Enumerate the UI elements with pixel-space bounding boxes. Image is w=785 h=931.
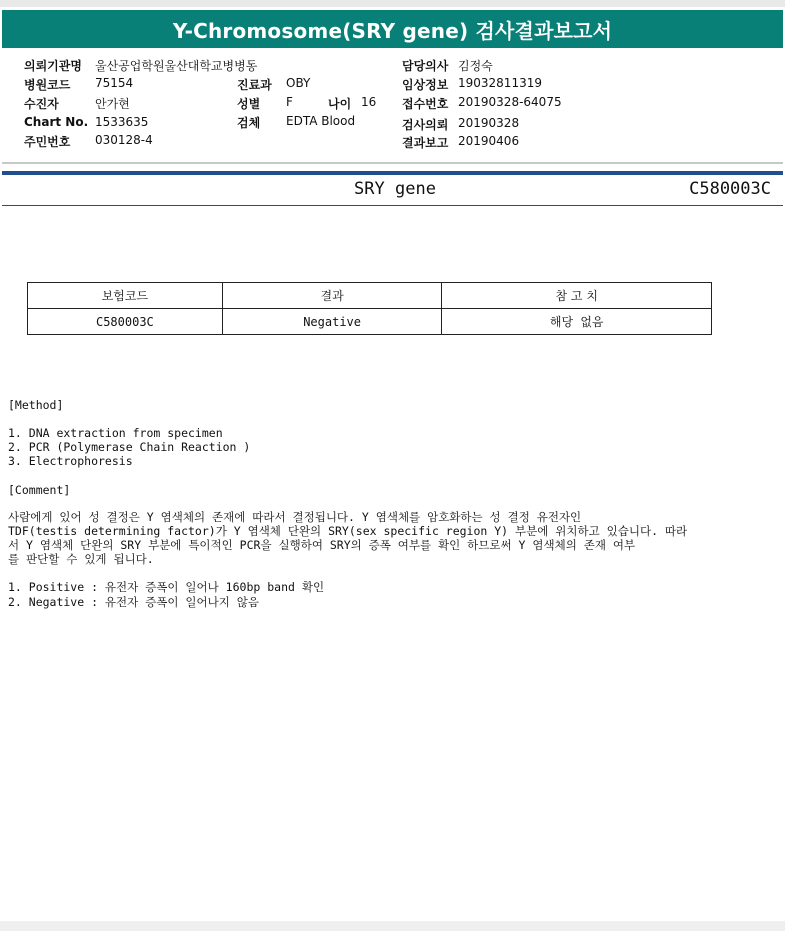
- table-row: [28, 309, 712, 335]
- specimen-label: 검체: [237, 116, 261, 130]
- method-item: 1. DNA extraction from specimen: [8, 426, 223, 440]
- method-item: 2. PCR (Polymerase Chain Reaction ): [8, 440, 251, 454]
- clinical-info-label: 임상정보: [402, 78, 449, 92]
- patient-name-label: 수진자: [24, 97, 59, 111]
- department-label: 진료과: [237, 78, 272, 92]
- interpretation-line: 2. Negative : 유전자 증폭이 일어나지 않음: [8, 595, 260, 609]
- department-value: OBY: [286, 76, 311, 90]
- receipt-no-label: 접수번호: [402, 97, 449, 111]
- institution-value: 울산공업학원울산대학교병병동: [95, 59, 258, 73]
- method-heading: [Method]: [8, 398, 64, 412]
- comment-heading: [Comment]: [8, 483, 71, 497]
- patient-info-section: [0, 0, 785, 160]
- doctor-label: 담당의사: [402, 59, 449, 73]
- institution-label: 의뢰기관명: [24, 59, 82, 73]
- result-cell: Negative: [222, 309, 442, 335]
- column-header-insurance-code: 보험코드: [28, 283, 223, 309]
- report-date-label: 결과보고: [402, 136, 449, 150]
- comment-line: TDF(testis determining factor)가 Y 염색체 단완의 SRY(sex specific region Y) 부분에 위치하고 있습니다. 따라: [8, 524, 688, 538]
- chart-no-value: 1533635: [95, 115, 149, 129]
- patient-name-value: 안가현: [95, 97, 130, 111]
- resident-no-value: 030128-4: [95, 133, 153, 147]
- request-date-value: 20190328: [458, 116, 520, 130]
- divider: [2, 171, 783, 175]
- result-table: [27, 282, 712, 335]
- sex-label: 성별: [237, 97, 261, 111]
- hospital-code-value: 75154: [95, 76, 134, 90]
- resident-no-label: 주민번호: [24, 135, 71, 149]
- age-value: 16: [361, 95, 377, 109]
- insurance-code-cell: C580003C: [28, 309, 223, 335]
- method-item: 3. Electrophoresis: [8, 454, 133, 468]
- clinical-info-value: 19032811319: [458, 76, 542, 90]
- bottom-margin: [0, 921, 785, 931]
- comment-line: 를 판단할 수 있게 됩니다.: [8, 552, 154, 566]
- comment-line: 서 Y 염색체 단완의 SRY 부분에 특이적인 PCR을 실행하여 SRY의 증폭 여부를 확인 하므로써 Y 염색체의 존재 여부: [8, 538, 636, 552]
- age-label: 나이: [328, 97, 352, 111]
- table-header-row: [28, 283, 712, 309]
- column-header-result: 결과: [222, 283, 442, 309]
- test-code: C580003C: [689, 179, 771, 199]
- column-header-reference: 참 고 치: [442, 283, 712, 309]
- test-name: SRY gene: [354, 179, 436, 199]
- report-title: Y-Chromosome(SRY gene) 검사결과보고서: [2, 10, 783, 48]
- comment-line: 사람에게 있어 성 결정은 Y 염색체의 존재에 따라서 결정됩니다. Y 염색체를 암호화하는 성 결정 유전자인: [8, 510, 582, 524]
- hospital-code-label: 병원코드: [24, 78, 71, 92]
- divider: [2, 205, 783, 206]
- divider: [2, 162, 783, 164]
- receipt-no-value: 20190328-64075: [458, 95, 562, 109]
- chart-no-label: Chart No.: [24, 115, 89, 129]
- reference-cell: 해당 없음: [442, 309, 712, 335]
- interpretation-line: 1. Positive : 유전자 증폭이 일어나 160bp band 확인: [8, 580, 325, 594]
- request-date-label: 검사의뢰: [402, 118, 449, 132]
- sex-value: F: [286, 95, 293, 109]
- report-date-value: 20190406: [458, 134, 520, 148]
- doctor-value: 김정숙: [458, 59, 493, 73]
- specimen-value: EDTA Blood: [286, 114, 356, 128]
